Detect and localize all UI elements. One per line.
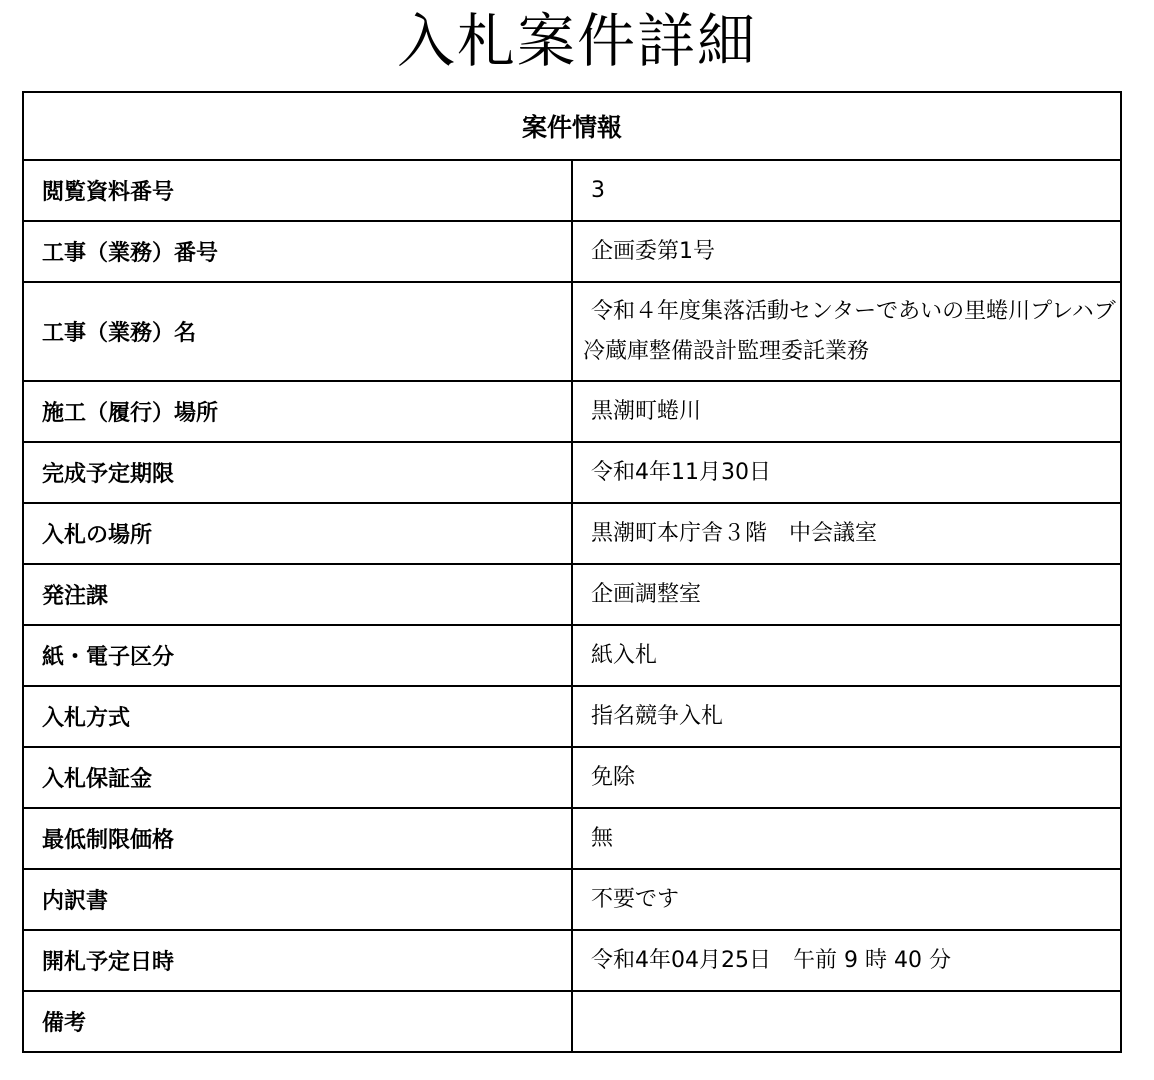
- row-value: 令和4年11月30日: [572, 442, 1121, 503]
- table-row: [23, 869, 1121, 930]
- row-label: 施工（履行）場所: [23, 381, 572, 442]
- table-row: [23, 625, 1121, 686]
- row-value: 無: [572, 808, 1121, 869]
- row-label: 発注課: [23, 564, 572, 625]
- table-row: [23, 503, 1121, 564]
- row-value: 企画調整室: [572, 564, 1121, 625]
- row-label: 開札予定日時: [23, 930, 572, 991]
- row-label: 工事（業務）番号: [23, 221, 572, 282]
- table-row: [23, 442, 1121, 503]
- row-value: 令和4年04月25日 午前 9 時 40 分: [572, 930, 1121, 991]
- case-info-table: [22, 91, 1122, 1053]
- row-label: 入札の場所: [23, 503, 572, 564]
- table-row: [23, 686, 1121, 747]
- row-label: 備考: [23, 991, 572, 1052]
- table-row: [23, 991, 1121, 1052]
- table-row: [23, 282, 1121, 381]
- row-value: 指名競争入札: [572, 686, 1121, 747]
- row-value: 免除: [572, 747, 1121, 808]
- table-row: [23, 564, 1121, 625]
- page-title: 入札案件詳細: [396, 7, 757, 75]
- row-label: 内訳書: [23, 869, 572, 930]
- row-label: 閲覧資料番号: [23, 160, 572, 221]
- table-row: [23, 160, 1121, 221]
- table-row: [23, 747, 1121, 808]
- row-value: 企画委第1号: [572, 221, 1121, 282]
- row-value: 黒潮町本庁舎３階 中会議室: [572, 503, 1121, 564]
- table-header: 案件情報: [23, 92, 1121, 160]
- row-label: 入札方式: [23, 686, 572, 747]
- row-label: 最低制限価格: [23, 808, 572, 869]
- row-value: 令和４年度集落活動センターであいの里蜷川プレハブ冷蔵庫整備設計監理委託業務: [572, 282, 1121, 381]
- table-row: [23, 930, 1121, 991]
- row-label: 工事（業務）名: [23, 282, 572, 381]
- row-value: 不要です: [572, 869, 1121, 930]
- table-header-row: [23, 92, 1121, 160]
- table-row: [23, 381, 1121, 442]
- row-value: 黒潮町蜷川: [572, 381, 1121, 442]
- table-row: [23, 808, 1121, 869]
- row-label: 入札保証金: [23, 747, 572, 808]
- row-value: 紙入札: [572, 625, 1121, 686]
- row-label: 紙・電子区分: [23, 625, 572, 686]
- row-value: [572, 991, 1121, 1052]
- row-value: 3: [572, 160, 1121, 221]
- row-label: 完成予定期限: [23, 442, 572, 503]
- table-row: [23, 221, 1121, 282]
